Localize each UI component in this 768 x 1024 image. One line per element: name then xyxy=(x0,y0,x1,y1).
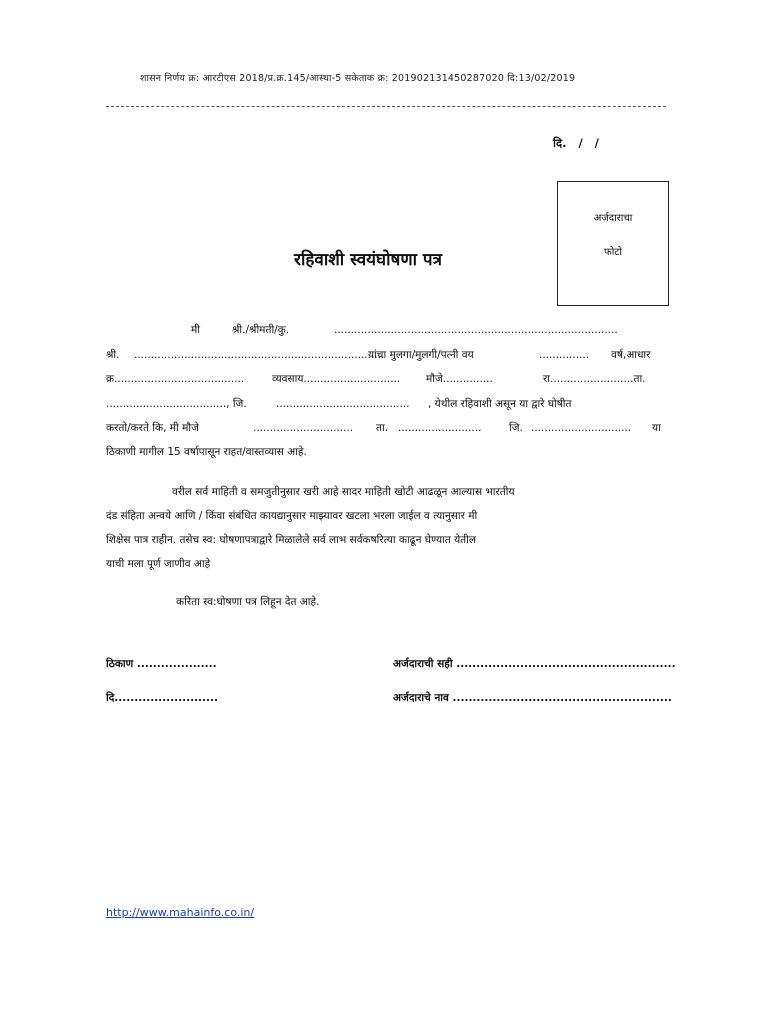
form-line-2 xyxy=(106,345,664,365)
occupation-blank: व्यवसाय............................. xyxy=(272,373,401,385)
district-blank-2: .............................. xyxy=(531,422,632,434)
form-line-6 xyxy=(106,442,664,462)
name-blank: ..................................................................................... xyxy=(334,324,618,336)
taluka-district-blank: ...................................., जि. xyxy=(106,398,247,410)
aadhar-blank: क्र....................................... xyxy=(106,373,245,385)
declaration-line-4 xyxy=(106,554,664,574)
text-residence-duration: ठिकाणी मागील 15 वर्षापासून राहत/वास्तव्यास आहे. xyxy=(106,446,307,458)
place-field: ठिकाण .................... xyxy=(106,658,217,670)
village-blank: मौजे............... xyxy=(426,373,493,385)
text-salutation: श्री./श्रीमती/कु. xyxy=(232,324,290,336)
date-field: दि. / / xyxy=(553,136,599,150)
closing-line xyxy=(106,592,664,612)
mahainfo-link[interactable]: http://www.mahainfo.co.in/ xyxy=(106,906,255,919)
gr-reference: शासन निर्णय क्र: आरटीएस 2018/प्र.क्र.145/आस्था-5 सकेताक क्र: 201902131450287020 दि:13/02/2019 xyxy=(140,73,576,84)
text-ya: या xyxy=(652,422,661,434)
form-line-5 xyxy=(106,418,664,438)
age-blank: ............... xyxy=(539,349,590,361)
declaration-line-2 xyxy=(106,506,664,526)
text-mi: मी xyxy=(191,324,200,336)
signature-date-field: दि.......................... xyxy=(106,692,219,704)
photo-label-photo: फोटो xyxy=(604,247,622,258)
text-resident-declare: , येथील रहिवाशी असून या द्वारे घोषीत xyxy=(428,398,572,410)
text-taluka: ता. xyxy=(376,422,389,434)
declaration-text-3: शिक्षेस पात्र राहीन. तसेच स्व: घोषणापत्राद्वारे मिळालेले सर्व लाभ सर्वकषरित्या काढून घेण्यात येतील xyxy=(106,534,476,546)
form-line-1 xyxy=(106,320,664,340)
declaration-text-4: याची मला पूर्ण जाणीव आहे xyxy=(106,558,211,570)
district-blank: ........................................ xyxy=(276,398,410,410)
declaration-text-2: दंड संहिता अन्वये आणि / किंवा संबंधित कायद्यानुसार माझ्यावर खटला भरला जाईल व त्यानुसार मी xyxy=(106,510,478,522)
father-name-blank: ........................................................................... xyxy=(134,349,385,361)
residence-taluka-blank: रा.........................ता. xyxy=(543,373,646,385)
text-district: जि. xyxy=(509,422,523,434)
dashed-separator xyxy=(106,106,666,107)
declaration-line-3 xyxy=(106,530,664,550)
declaration-text-1: वरील सर्व माहिती व समजुतीनुसार खरी आहे सादर माहिती खोटी आढळून आल्यास भारतीय xyxy=(172,486,515,498)
text-years-aadhar: वर्ष,आधार xyxy=(611,349,651,361)
applicant-name-field: अर्जदाराचे नाव ....................................................... xyxy=(393,692,672,704)
taluka-blank-2: ......................... xyxy=(398,422,482,434)
village-blank-2: .............................. xyxy=(253,422,354,434)
text-shri: श्री. xyxy=(106,349,120,361)
photo-box xyxy=(557,181,669,306)
photo-label-applicant: अर्जदाराचा xyxy=(593,213,633,224)
form-line-3 xyxy=(106,369,664,389)
text-relation-age: यांचा मुलगा/मुलगी/पत्नी वय xyxy=(368,349,474,361)
document-title: रहिवाशी स्वयंघोषणा पत्र xyxy=(294,250,442,270)
declaration-line-1 xyxy=(106,482,664,502)
closing-text: करिता स्व:घोषणा पत्र लिहून देत आहे. xyxy=(176,596,320,608)
text-declare-village: करतो/करते कि, मी मौजे xyxy=(106,422,199,434)
applicant-signature-field: अर्जदाराची सही ....................................................... xyxy=(393,658,676,670)
form-line-4 xyxy=(106,394,664,414)
